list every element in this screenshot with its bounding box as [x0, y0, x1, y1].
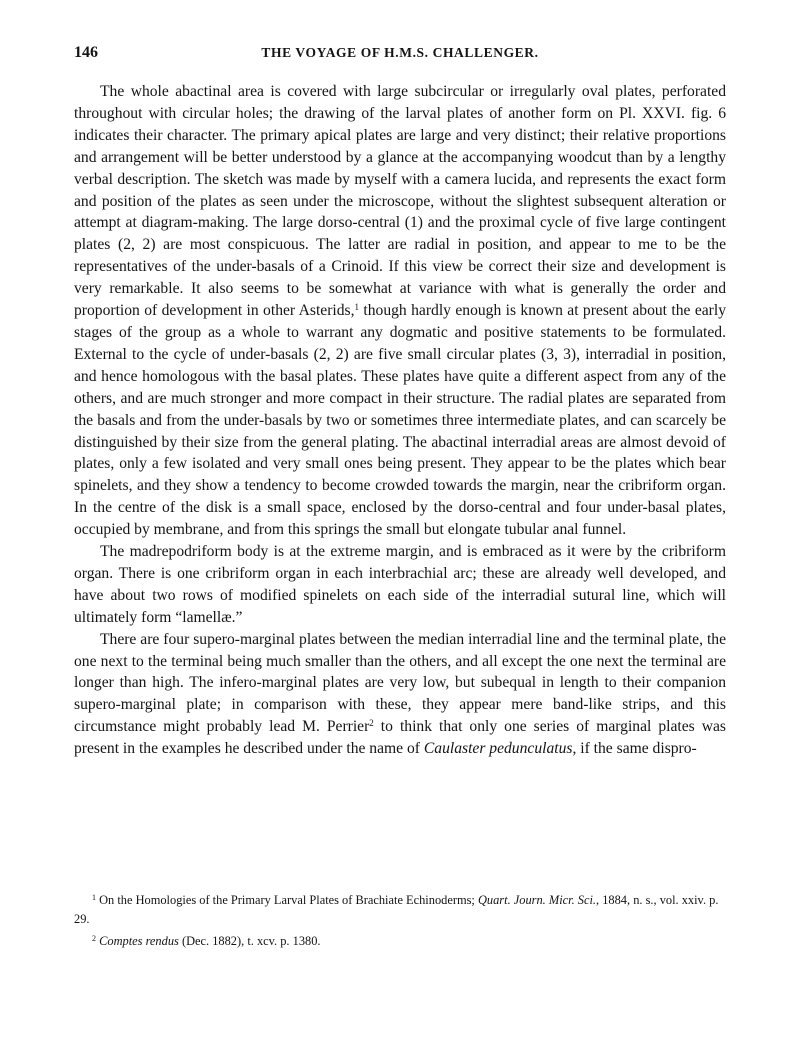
- paragraph-madreporiform-body: [74, 541, 726, 629]
- footnote-1: [74, 888, 726, 929]
- footnote-2-citation: (Dec. 1882), t. xcv. p. 1380.: [178, 934, 321, 948]
- footnote-2-mark: 2: [92, 934, 96, 943]
- paragraph-text: The madrepodriform body is at the extreme margin, and is embraced as it were by the cribriform organ. There is one cribriform organ in each interbrachial arc; these are already well developed, and have about two rows of modified spinelets on each side of the interradial sutural line, which will ultimately form “lamellæ.”: [74, 543, 726, 626]
- running-title: THE VOYAGE OF H.M.S. CHALLENGER.: [261, 45, 539, 60]
- footnote-1-mark: 1: [92, 893, 96, 902]
- paragraph-text-continued: to think that only one series of marginal plates was present in the examples he described under the name of: [74, 718, 726, 758]
- paragraph-text: There are four supero-marginal plates between the median interradial line and the terminal plate, the one next to the terminal being much smaller than the others, and all except the one next the terminal are longer than high. The infero-marginal plates are very low, but subequal in length to their companion supero-marginal plate; in comparison with these, they appear mere band-like strips, and this circumstance might probably lead M. Perrier: [74, 630, 726, 736]
- footnote-2: [74, 929, 726, 951]
- paragraph-marginal-plates: [74, 629, 726, 760]
- paragraph-text-end: , if the same dispro-: [572, 740, 697, 758]
- species-name: Caulaster pedunculatus: [423, 740, 573, 758]
- body-text: [74, 81, 726, 760]
- footnotes: [74, 888, 726, 951]
- footnote-1-citation: , 1884, n. s., vol. xxiv. p. 29.: [74, 893, 719, 926]
- footnote-1-text: On the Homologies of the Primary Larval Plates of Brachiate Echinoderms;: [99, 893, 478, 907]
- page-number: 146: [74, 44, 98, 61]
- footnote-2-journal: Comptes rendus: [99, 934, 179, 948]
- running-header: [74, 44, 726, 66]
- paragraph-abactinal-area: [74, 81, 726, 541]
- footnote-reference-2[interactable]: 2: [369, 718, 374, 729]
- footnote-reference-1[interactable]: 1: [354, 302, 360, 313]
- paragraph-text: The whole abactinal area is covered with large subcircular or irregularly oval plates, perforated throughout with circular holes; the drawing of the larval plates of another form on Pl. XXVI. fig. 6 indicates their character. The primary apical plates are large and very distinct; their relative proportions and arrangement will be better understood by a glance at the accompanying woodcut than by a lengthy verbal description. The sketch was made by myself with a camera lucida, and represents the exact form and position of the plates as seen under the microscope, without the slightest subsequent alteration or attempt at diagram-making. The large dorso-central (1) and the proximal cycle of five large contingent plates (2, 2) are most conspicuous. The latter are radial in position, and appear to me to be the representatives of the under-basals of a Crinoid. If this view be correct their size and development is very remarkable. It also seems to be somewhat at variance with what is generally the order and proportion of development in other Asterids,: [74, 83, 726, 320]
- footnote-1-journal: Quart. Journ. Micr. Sci.: [477, 893, 597, 907]
- paragraph-text-continued: though hardly enough is known at present about the early stages of the group as a whole to warrant any dogmatic and positive statements to be formulated. External to the cycle of under-basals (2, 2) are five small circular plates (3, 3), interradial in position, and hence homologous with the basal plates. These plates have quite a different aspect from any of the others, and are much stronger and more compact in their structure. The radial plates are separated from the basals and from the under-basals by two or sometimes three intermediate plates, and can scarcely be distinguished by their size from the general plating. The abactinal interradial areas are almost devoid of plates, only a few isolated and very small ones being present. They appear to be the plates which bear spinelets, and they show a tendency to become crowded towards the margin, near the cribriform organ. In the centre of the disk is a small space, enclosed by the dorso-central and four under-basal plates, occupied by membrane, and from this springs the small but elongate tubular anal funnel.: [74, 302, 726, 539]
